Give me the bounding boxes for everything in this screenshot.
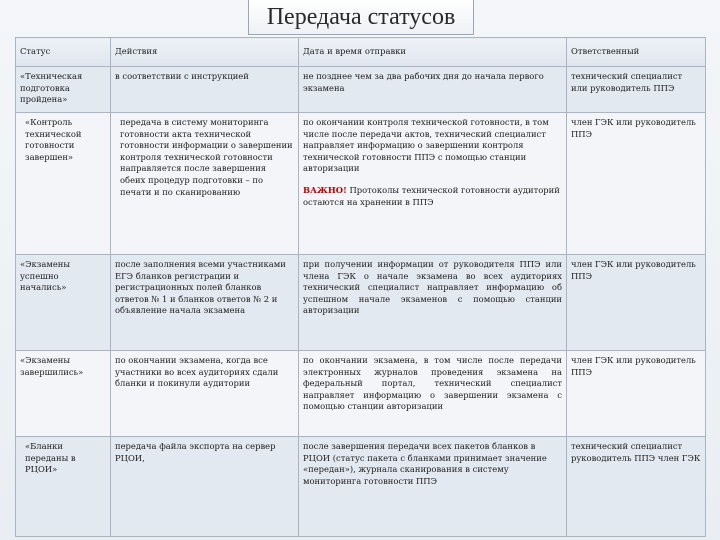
cell-status: «Бланки переданы в РЦОИ» bbox=[16, 437, 111, 537]
cell-responsible: член ГЭК или руководитель ППЭ bbox=[567, 351, 706, 437]
header-datetime: Дата и время отправки bbox=[299, 38, 567, 67]
cell-status: «Контроль технической готовности завершен» bbox=[16, 113, 111, 255]
table-row bbox=[16, 67, 706, 113]
cell-status: «Экзамены завершились» bbox=[16, 351, 111, 437]
cell-datetime: после завершения передачи всех пакетов бланков в РЦОИ (статус пакета с бланками принимает значение «передан»), журнала сканирования в систему мониторинга готовности ППЭ bbox=[299, 437, 567, 537]
table-row bbox=[16, 255, 706, 351]
cell-datetime: не позднее чем за два рабочих дня до начала первого экзамена bbox=[299, 67, 567, 113]
cell-datetime bbox=[299, 113, 567, 255]
header-responsible: Ответственный bbox=[567, 38, 706, 67]
cell-responsible: член ГЭК или руководитель ППЭ bbox=[567, 255, 706, 351]
important-note bbox=[303, 185, 562, 208]
cell-datetime: по окончании экзамена, в том числе после передачи электронных журналов проведения экзамена на федеральный портал, технический специалист направляет информацию о завершении экзамена с помощью станции авторизации bbox=[299, 351, 567, 437]
cell-status: «Экзамены успешно начались» bbox=[16, 255, 111, 351]
table-row bbox=[16, 351, 706, 437]
cell-action: в соответствии с инструкцией bbox=[111, 67, 299, 113]
important-label: ВАЖНО! bbox=[303, 184, 347, 195]
cell-responsible: технический специалист руководитель ППЭ член ГЭК bbox=[567, 437, 706, 537]
important-note-text: Протоколы технической готовности аудиторий остаются на хранении в ППЭ bbox=[303, 184, 560, 207]
cell-datetime: при получении информации от руководителя ППЭ или члена ГЭК о начале экзамена во всех аудиториях технический специалист направляет информацию об успешном начале экзаменов с помощью станции авторизации bbox=[299, 255, 567, 351]
title-bar bbox=[248, 0, 474, 35]
table-header-row bbox=[16, 38, 706, 67]
cell-responsible: член ГЭК или руководитель ППЭ bbox=[567, 113, 706, 255]
cell-action: передача в систему мониторинга готовности акта технической готовности информации о завершении контроля технической готовности направляется после завершения обеих процедур подготовки – по печати и по сканированию bbox=[111, 113, 299, 255]
cell-responsible: технический специалист или руководитель ППЭ bbox=[567, 67, 706, 113]
table-row bbox=[16, 113, 706, 255]
cell-action: передача файла экспорта на сервер РЦОИ, bbox=[111, 437, 299, 537]
cell-datetime-text: по окончании контроля технической готовности, в том числе после передачи актов, технический специалист направляет информацию о завершении контроля технической готовности ППЭ с помощью станции авторизации bbox=[303, 117, 549, 174]
status-table-wrapper bbox=[15, 37, 705, 537]
cell-action: по окончании экзамена, когда все участники во всех аудиториях сдали бланки и покинули аудитории bbox=[111, 351, 299, 437]
page-title: Передача статусов bbox=[266, 3, 456, 30]
cell-action: после заполнения всеми участниками ЕГЭ бланков регистрации и регистрационных полей бланков ответов № 1 и бланков ответов № 2 и объявление начала экзамена bbox=[111, 255, 299, 351]
table-row bbox=[16, 437, 706, 537]
status-table bbox=[15, 37, 706, 537]
header-status: Статус bbox=[16, 38, 111, 67]
header-action: Действия bbox=[111, 38, 299, 67]
cell-status: «Техническая подготовка пройдена» bbox=[16, 67, 111, 113]
